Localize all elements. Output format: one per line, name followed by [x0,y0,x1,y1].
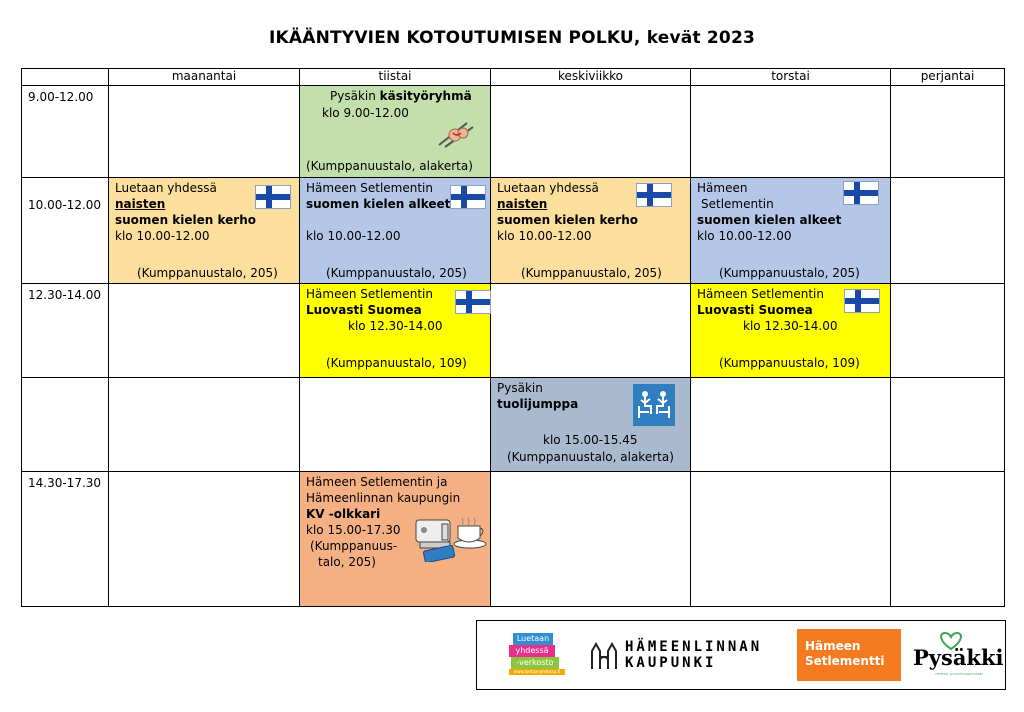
empty-cell [891,178,1005,284]
schedule-row [22,178,1005,284]
event-title: Pysäkin käsityöryhmä [330,89,472,103]
day-header: tiistai [300,69,491,86]
event-place: (Kumppanuustalo, 109) [719,356,860,370]
day-header: maanantai [109,69,300,86]
time-cell: 10.00-12.00 [22,178,109,284]
day-header: keskiviikko [491,69,691,86]
event-place: (Kumppanuustalo, 205) [521,266,662,280]
event-body: Luetaan yhdessä naisten suomen kielen kerho klo 10.00-12.00 [115,181,256,243]
time-cell: 12.30-14.00 [22,284,109,378]
empty-cell [109,284,300,378]
empty-cell [691,378,891,472]
event-place: (Kumppanuustalo, 205) [719,266,860,280]
schedule-row [22,284,1005,378]
schedule-row [22,86,1005,178]
event-cell-finnish-thu [691,178,891,284]
empty-cell [300,378,491,472]
event-time: klo 15.00-15.45 [543,433,638,447]
time-cell: 14.30-17.30 [22,472,109,607]
time-cell [22,378,109,472]
empty-cell [891,472,1005,607]
time-header [22,69,109,86]
event-cell-kv-olkkari [300,472,491,607]
event-body: Luetaan yhdessä naisten suomen kielen kerho klo 10.00-12.00 [497,181,638,243]
empty-cell [109,472,300,607]
castle-icon [589,641,619,675]
setlementti-logo: Hämeen Setlementti [797,629,901,681]
schedule-row [22,378,1005,472]
empty-cell [691,472,891,607]
schedule-row [22,472,1005,607]
event-place: (Kumppanuustalo, alakerta) [507,450,674,464]
finnish-flag-icon [255,185,291,209]
event-body: Hämeen Setlementin ja Hämeenlinnan kaupungin KV -olkkari klo 15.00-17.30 (Kumppanuus- talo, 205) [306,475,461,569]
event-place: (Kumppanuustalo, 205) [137,266,278,280]
empty-cell [891,284,1005,378]
finnish-flag-icon [843,181,879,205]
empty-cell [491,472,691,607]
event-cell-finnish-tue [300,178,491,284]
empty-cell [109,86,300,178]
event-body: Hämeen Setlementin Luovasti Suomea klo 12.30-14.00 [306,287,443,333]
event-cell-chair [491,378,691,472]
partner-logos [476,620,1006,690]
knitting-icon [435,119,477,152]
day-header: torstai [691,69,891,86]
empty-cell [109,378,300,472]
page-title: IKÄÄNTYVIEN KOTOUTUMISEN POLKU, kevät 2023 [268,28,756,48]
event-time: klo 9.00-12.00 [322,106,409,120]
event-place: (Kumppanuustalo, 205) [326,266,467,280]
finnish-flag-icon [455,290,491,314]
empty-cell [691,86,891,178]
event-cell-reading-wed [491,178,691,284]
event-cell-craft [300,86,491,178]
event-cell-reading-mon [109,178,300,284]
header-row [22,69,1005,86]
sewing-coffee-icon [412,510,488,565]
event-body: Hämeen Setlementin Luovasti Suomea klo 12.30-14.00 [697,287,838,333]
empty-cell [491,86,691,178]
event-place: (Kumppanuustalo, 109) [326,356,467,370]
empty-cell [891,86,1005,178]
event-body: Hämeen Setlementin suomen kielen alkeet klo 10.00-12.00 [306,181,451,243]
finnish-flag-icon [636,183,672,207]
event-place: (Kumppanuustalo, alakerta) [306,159,473,173]
luetaan-yhdessa-logo: Luetaan yhdessä -verkosto www.luetaanyhdessa.fi [505,633,565,679]
pysakki-logo: Pysäkki YHTEISÖ- JA KULTTUURIPYSÄKKI [913,631,1001,681]
event-body: Hämeen Setlementin suomen kielen alkeet klo 10.00-12.00 [697,181,842,243]
time-cell: 9.00-12.00 [22,86,109,178]
empty-cell [891,378,1005,472]
event-cell-luovasti-tue [300,284,491,378]
finnish-flag-icon [450,185,486,209]
schedule-table [21,68,1005,607]
empty-cell [491,284,691,378]
chair-exercise-icon [633,384,675,426]
day-header: perjantai [891,69,1005,86]
event-body: Pysäkin tuolijumppa [497,381,579,411]
finnish-flag-icon [844,289,880,313]
event-cell-luovasti-thu [691,284,891,378]
hml-logo-text: HÄMEENLINNAN KAUPUNKI [625,639,763,671]
